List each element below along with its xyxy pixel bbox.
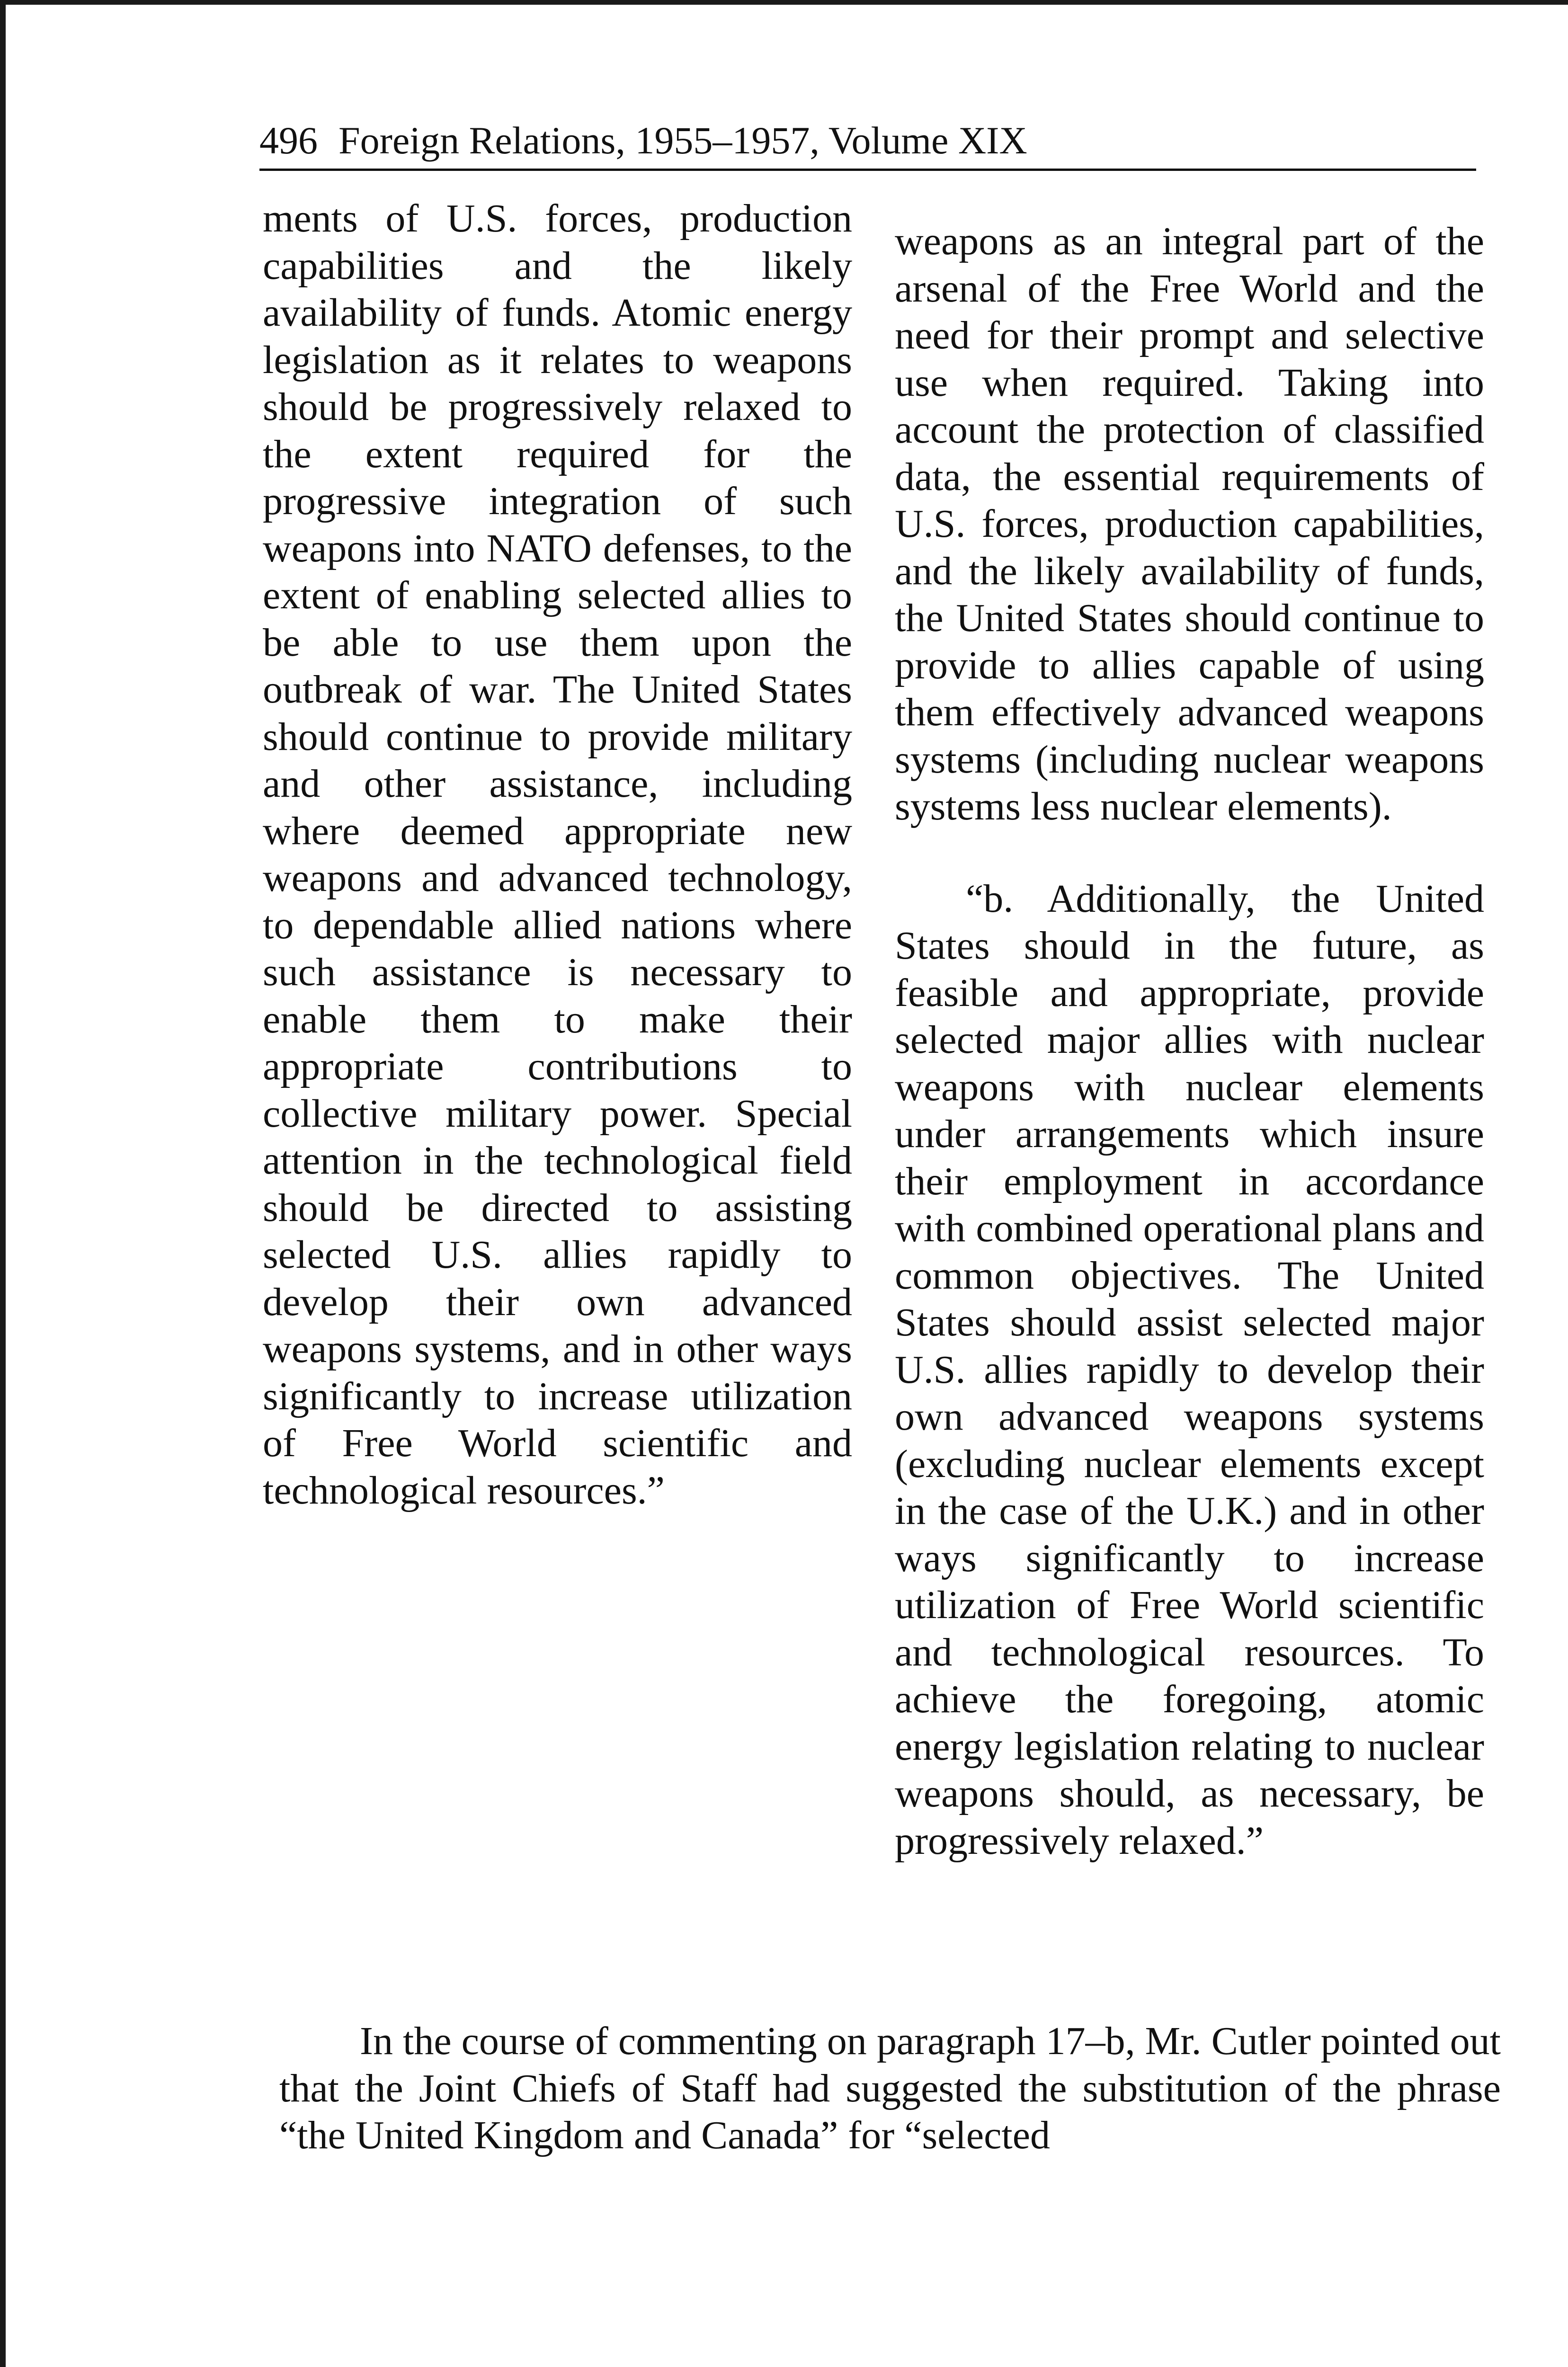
running-title: Foreign Relations, 1955–1957, Volume XIX <box>339 119 1027 162</box>
running-head <box>259 113 1476 171</box>
page-number: 496 <box>259 119 318 162</box>
left-column-paragraph: ments of U.S. forces, production capabilities and the likely availability of funds. Atomic energy legislation as it relates to weapons should be progressively relaxed to the extent required for the progressive integration of such weapons into NATO defenses, to the extent of enabling selected allies to be able to use them upon the outbreak of war. The United States should continue to provide military and other assistance, including where deemed appropriate new weapons and advanced technology, to dependable allied nations where such assistance is necessary to enable them to make their appropriate contributions to collective military power. Special attention in the technological field should be directed to assisting selected U.S. allies rapidly to develop their own advanced weapons systems, and in other ways significantly to increase utilization of Free World scientific and technological resources.” <box>263 196 852 1513</box>
right-column <box>895 218 1484 1864</box>
right-column-paragraph-2: “b. Additionally, the United States should in the future, as feasible and appropriate, provide selected major allies with nuclear weapons with nuclear elements under arrangements which insure their employment in accordance with combined operational plans and common objectives. The United States should assist selected major U.S. allies rapidly to develop their own advanced weapons systems (excluding nuclear elements except in the case of the U.K.) and in other ways significantly to increase utilization of Free World scientific and technological resources. To achieve the foregoing, atomic energy legislation relating to nuclear weapons should, as necessary, be progressively relaxed.” <box>895 876 1484 1863</box>
left-column <box>263 195 852 1514</box>
scan-border-top <box>0 0 1568 5</box>
body-paragraph: In the course of commenting on paragraph 17–b, Mr. Cutler pointed out that the Joint Chiefs of Staff had suggested the substitution of the phrase “the United Kingdom and Canada” for “selected <box>279 2019 1501 2157</box>
right-column-paragraph-1: weapons as an integral part of the arsenal of the Free World and the need for their prompt and selective use when required. Taking into account the protection of classified data, the essential requirements of U.S. forces, production capabilities, and the likely availability of funds, the United States should continue to provide to allies capable of using them effectively advanced weapons systems (including nuclear weapons systems less nuclear elements). <box>895 219 1484 828</box>
scan-border-left <box>0 0 6 2367</box>
